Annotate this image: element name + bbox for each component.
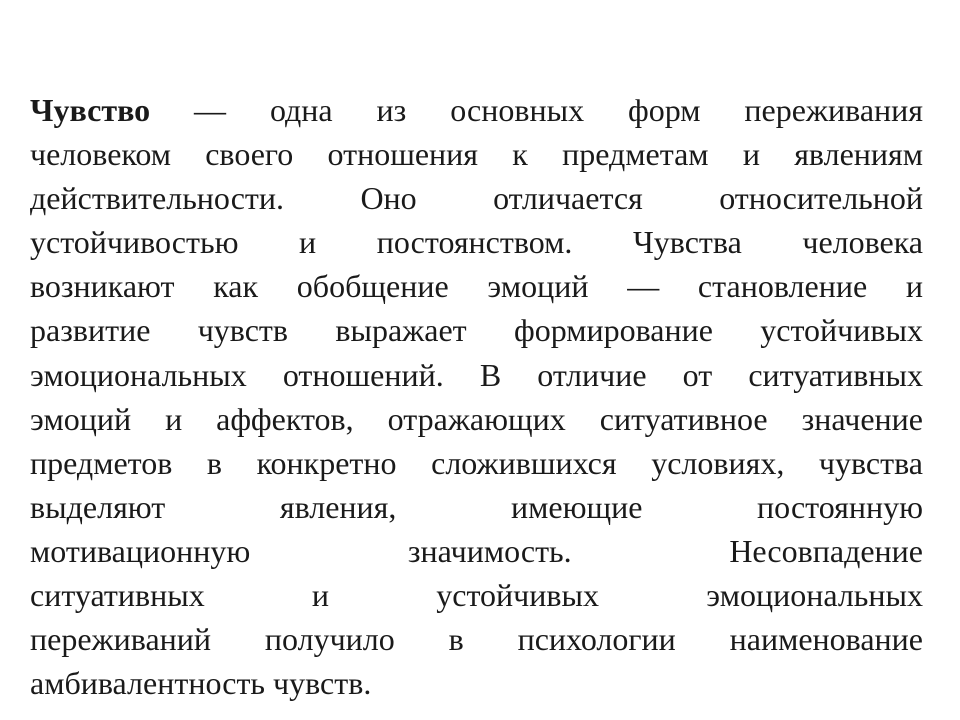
paragraph-line: эмоциональных отношений. В отличие от ситуативных	[30, 356, 923, 393]
paragraph-line: переживаний получило в психологии наименование	[30, 621, 923, 658]
line-text: — одна из основных форм переживания	[150, 92, 923, 128]
paragraph-line: возникают как обобщение эмоций — становление и	[30, 268, 923, 305]
paragraph-line: человеком своего отношения к предметам и явлениям	[30, 136, 923, 173]
paragraph-line: действительности. Оно отличается относительной	[30, 180, 923, 217]
paragraph-line: эмоций и аффектов, отражающих ситуативное значение	[30, 400, 923, 437]
paragraph-line-last: амбивалентность чувств.	[30, 665, 372, 702]
defined-term: Чувство	[30, 92, 151, 128]
paragraph-line: устойчивостью и постоянством. Чувства человека	[30, 224, 923, 261]
paragraph-line: мотивационную значимость. Несовпадение	[30, 532, 923, 569]
paragraph-line: предметов в конкретно сложившихся условиях, чувства	[30, 444, 923, 481]
paragraph-line: развитие чувств выражает формирование устойчивых	[30, 312, 923, 349]
paragraph-line	[30, 88, 923, 132]
paragraph-line: ситуативных и устойчивых эмоциональных	[30, 577, 923, 614]
paragraph-line: выделяют явления, имеющие постоянную	[30, 488, 923, 525]
definition-paragraph	[30, 88, 923, 705]
